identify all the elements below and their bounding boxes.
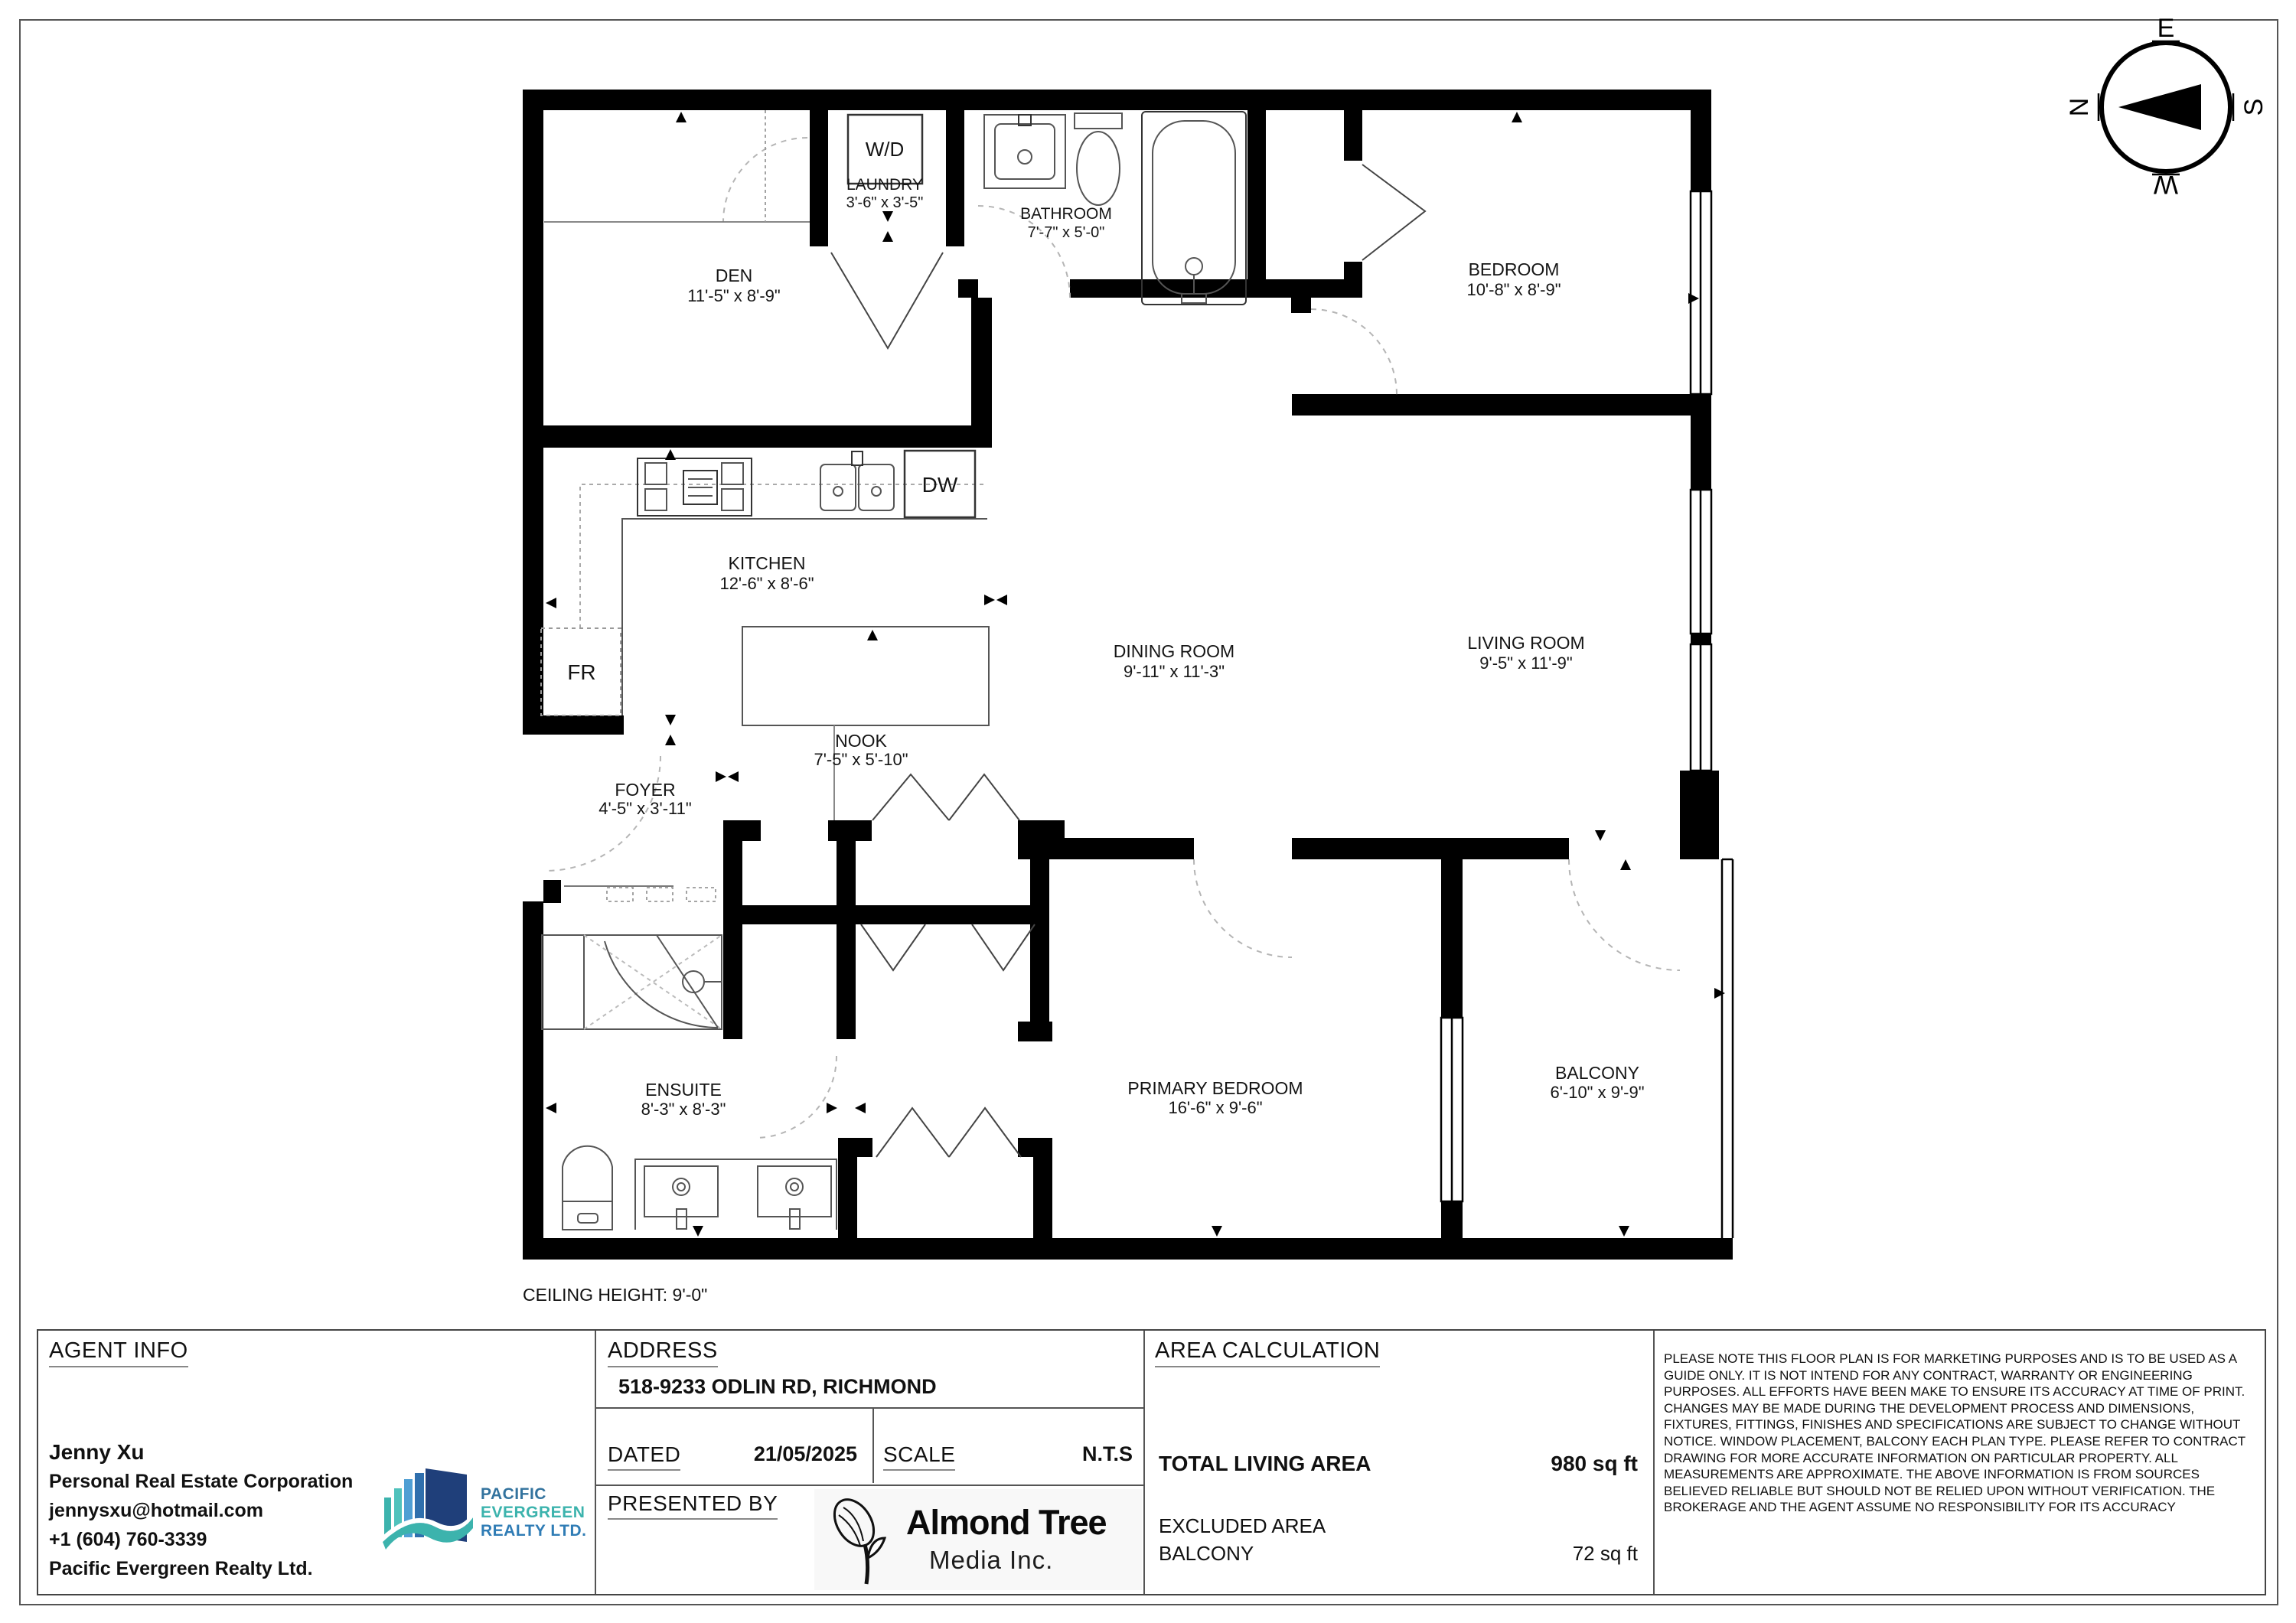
room-dims-laundry: 3'-6" x 3'-5" xyxy=(846,194,924,211)
room-label-living: LIVING ROOM xyxy=(1467,633,1585,653)
room-label-kitchen: KITCHEN xyxy=(728,553,806,573)
shower xyxy=(542,935,722,1029)
room-label-nook: NOOK xyxy=(835,731,887,751)
dated-row-divider xyxy=(595,1484,1143,1486)
media-logo-sub: Media Inc. xyxy=(929,1546,1054,1574)
washer-dryer-label: W/D xyxy=(865,138,905,161)
double-vanity xyxy=(635,1159,837,1230)
agent-info-header: AGENT INFO xyxy=(49,1338,188,1367)
agent-company: Pacific Evergreen Realty Ltd. xyxy=(49,1558,313,1579)
brokerage-logo-line2: EVERGREEN xyxy=(481,1504,585,1521)
info-panel xyxy=(37,1329,2266,1595)
panel-divider-2 xyxy=(1143,1331,1145,1594)
dishwasher-label: DW xyxy=(921,473,958,497)
total-living-area-value: 980 sq ft xyxy=(1551,1452,1638,1475)
room-dims-ensuite: 8'-3" x 8'-3" xyxy=(641,1100,726,1119)
room-label-laundry: LAUNDRY xyxy=(846,176,923,194)
fridge-label: FR xyxy=(567,660,596,684)
room-label-den: DEN xyxy=(715,266,753,285)
room-dims-bedroom: 10'-8" x 8'-9" xyxy=(1466,280,1561,299)
scale-value: N.T.S xyxy=(1081,1442,1133,1465)
balcony-railing xyxy=(1722,859,1733,1238)
compass-e: E xyxy=(2157,14,2175,43)
room-label-primary-bedroom: PRIMARY BEDROOM xyxy=(1127,1078,1303,1098)
balcony-area-value: 72 sq ft xyxy=(1572,1542,1638,1565)
brokerage-logo xyxy=(381,1468,588,1560)
panel-divider-3 xyxy=(1653,1331,1655,1594)
room-dims-nook: 7'-5" x 5'-10" xyxy=(814,750,908,769)
room-label-balcony: BALCONY xyxy=(1555,1063,1639,1083)
almond-tree-icon xyxy=(825,1494,902,1587)
room-dims-bathroom: 7'-7" x 5'-0" xyxy=(1027,224,1105,241)
agent-title: Personal Real Estate Corporation xyxy=(49,1471,354,1492)
agent-email[interactable]: jennysxu@hotmail.com xyxy=(49,1500,263,1521)
total-living-area-label: TOTAL LIVING AREA xyxy=(1159,1452,1371,1475)
brokerage-logo-icon xyxy=(383,1468,473,1550)
room-dims-primary-bedroom: 16'-6" x 9'-6" xyxy=(1168,1098,1263,1117)
dated-label: DATED xyxy=(608,1442,680,1471)
address-value: 518-9233 ODLIN RD, RICHMOND xyxy=(618,1375,937,1398)
disclaimer-text: PLEASE NOTE THIS FLOOR PLAN IS FOR MARKETING PURPOSES AND IS TO BE USED AS A GUIDE ONLY. IT IS NOT INTEND FOR ANY CONTRACT, WARRANTY OR ENGINEERING PURPOSES. ALL EFFORTS HAVE BEEN MAKE TO ENSURE ITS ACCURACY AT TIME OF PRINT. CHANGES MAY BE MADE DURING THE DEVELOPMENT PROCESS AND DIMENSIONS, FIXTURES, FITTINGS, FINISHES AND SPECIFICATIONS ARE SUBJECT TO CHANGE WITHOUT NOTICE. WINDOW PLACEMENT, BALCONY EACH PLAN TYPE. PLEASE REFER TO CONTRACT DRAWING FOR MORE ACCURATE INFORMATION ON PARTICULAR PROPERTY. ALL MEASUREMENTS ARE APPROXIMATE. THE ABOVE INFORMATION IS FROM SOURCES BELIEVED RELIABLE BUT SHOULD NOT BE RELIED UPON WITHOUT VERIFICATION. THE BROKERAGE AND THE AGENT ASSUME NO RESPONSIBILITY FOR ITS ACCURACY xyxy=(1664,1351,2245,1515)
kitchen-fixtures xyxy=(541,451,989,820)
excluded-area-label: EXCLUDED AREA xyxy=(1159,1514,1326,1537)
media-logo xyxy=(814,1489,1142,1590)
room-label-bathroom: BATHROOM xyxy=(1020,205,1112,223)
compass-n: N xyxy=(2065,97,2094,117)
room-label-ensuite: ENSUITE xyxy=(645,1080,722,1100)
ceiling-height-note: CEILING HEIGHT: 9'-0" xyxy=(523,1285,708,1305)
compass-s: S xyxy=(2239,98,2268,116)
room-dims-foyer: 4'-5" x 3'-11" xyxy=(598,799,692,818)
panel-divider-1 xyxy=(595,1331,596,1594)
windows xyxy=(1441,191,1711,1201)
toilet-icon xyxy=(1075,113,1122,205)
compass-needle xyxy=(2118,84,2201,130)
dated-value: 21/05/2025 xyxy=(753,1442,857,1465)
agent-name: Jenny Xu xyxy=(49,1440,145,1464)
brokerage-logo-line3: REALTY LTD. xyxy=(481,1522,587,1540)
stove-icon xyxy=(638,458,752,516)
room-label-foyer: FOYER xyxy=(615,780,676,800)
sink-icon xyxy=(820,451,894,510)
compass-w: W xyxy=(2153,170,2179,199)
room-dims-balcony: 6'-10" x 9'-9" xyxy=(1550,1083,1645,1102)
room-dims-living: 9'-5" x 11'-9" xyxy=(1479,653,1573,673)
presented-by-label: PRESENTED BY xyxy=(608,1491,778,1520)
island xyxy=(742,627,989,725)
room-dims-kitchen: 12'-6" x 8'-6" xyxy=(719,574,814,593)
scale-label: SCALE xyxy=(883,1442,955,1471)
bathtub-icon xyxy=(1142,112,1246,305)
dated-scale-divider xyxy=(872,1407,874,1483)
balcony-area-label: BALCONY xyxy=(1159,1542,1254,1565)
agent-phone[interactable]: +1 (604) 760-3339 xyxy=(49,1529,207,1550)
room-dims-dining: 9'-11" x 11'-3" xyxy=(1123,662,1225,681)
ensuite-toilet-icon xyxy=(563,1146,612,1230)
room-dims-den: 11'-5" x 8'-9" xyxy=(687,286,781,305)
room-label-bedroom: BEDROOM xyxy=(1468,259,1560,279)
compass xyxy=(2065,14,2268,199)
room-label-dining: DINING ROOM xyxy=(1113,641,1235,661)
area-calculation-header: AREA CALCULATION xyxy=(1155,1338,1380,1367)
address-row-divider xyxy=(595,1407,1143,1409)
address-header: ADDRESS xyxy=(608,1338,718,1367)
media-logo-name: Almond Tree xyxy=(906,1503,1107,1542)
millwork xyxy=(544,110,810,901)
brokerage-logo-line1: PACIFIC xyxy=(481,1485,546,1503)
